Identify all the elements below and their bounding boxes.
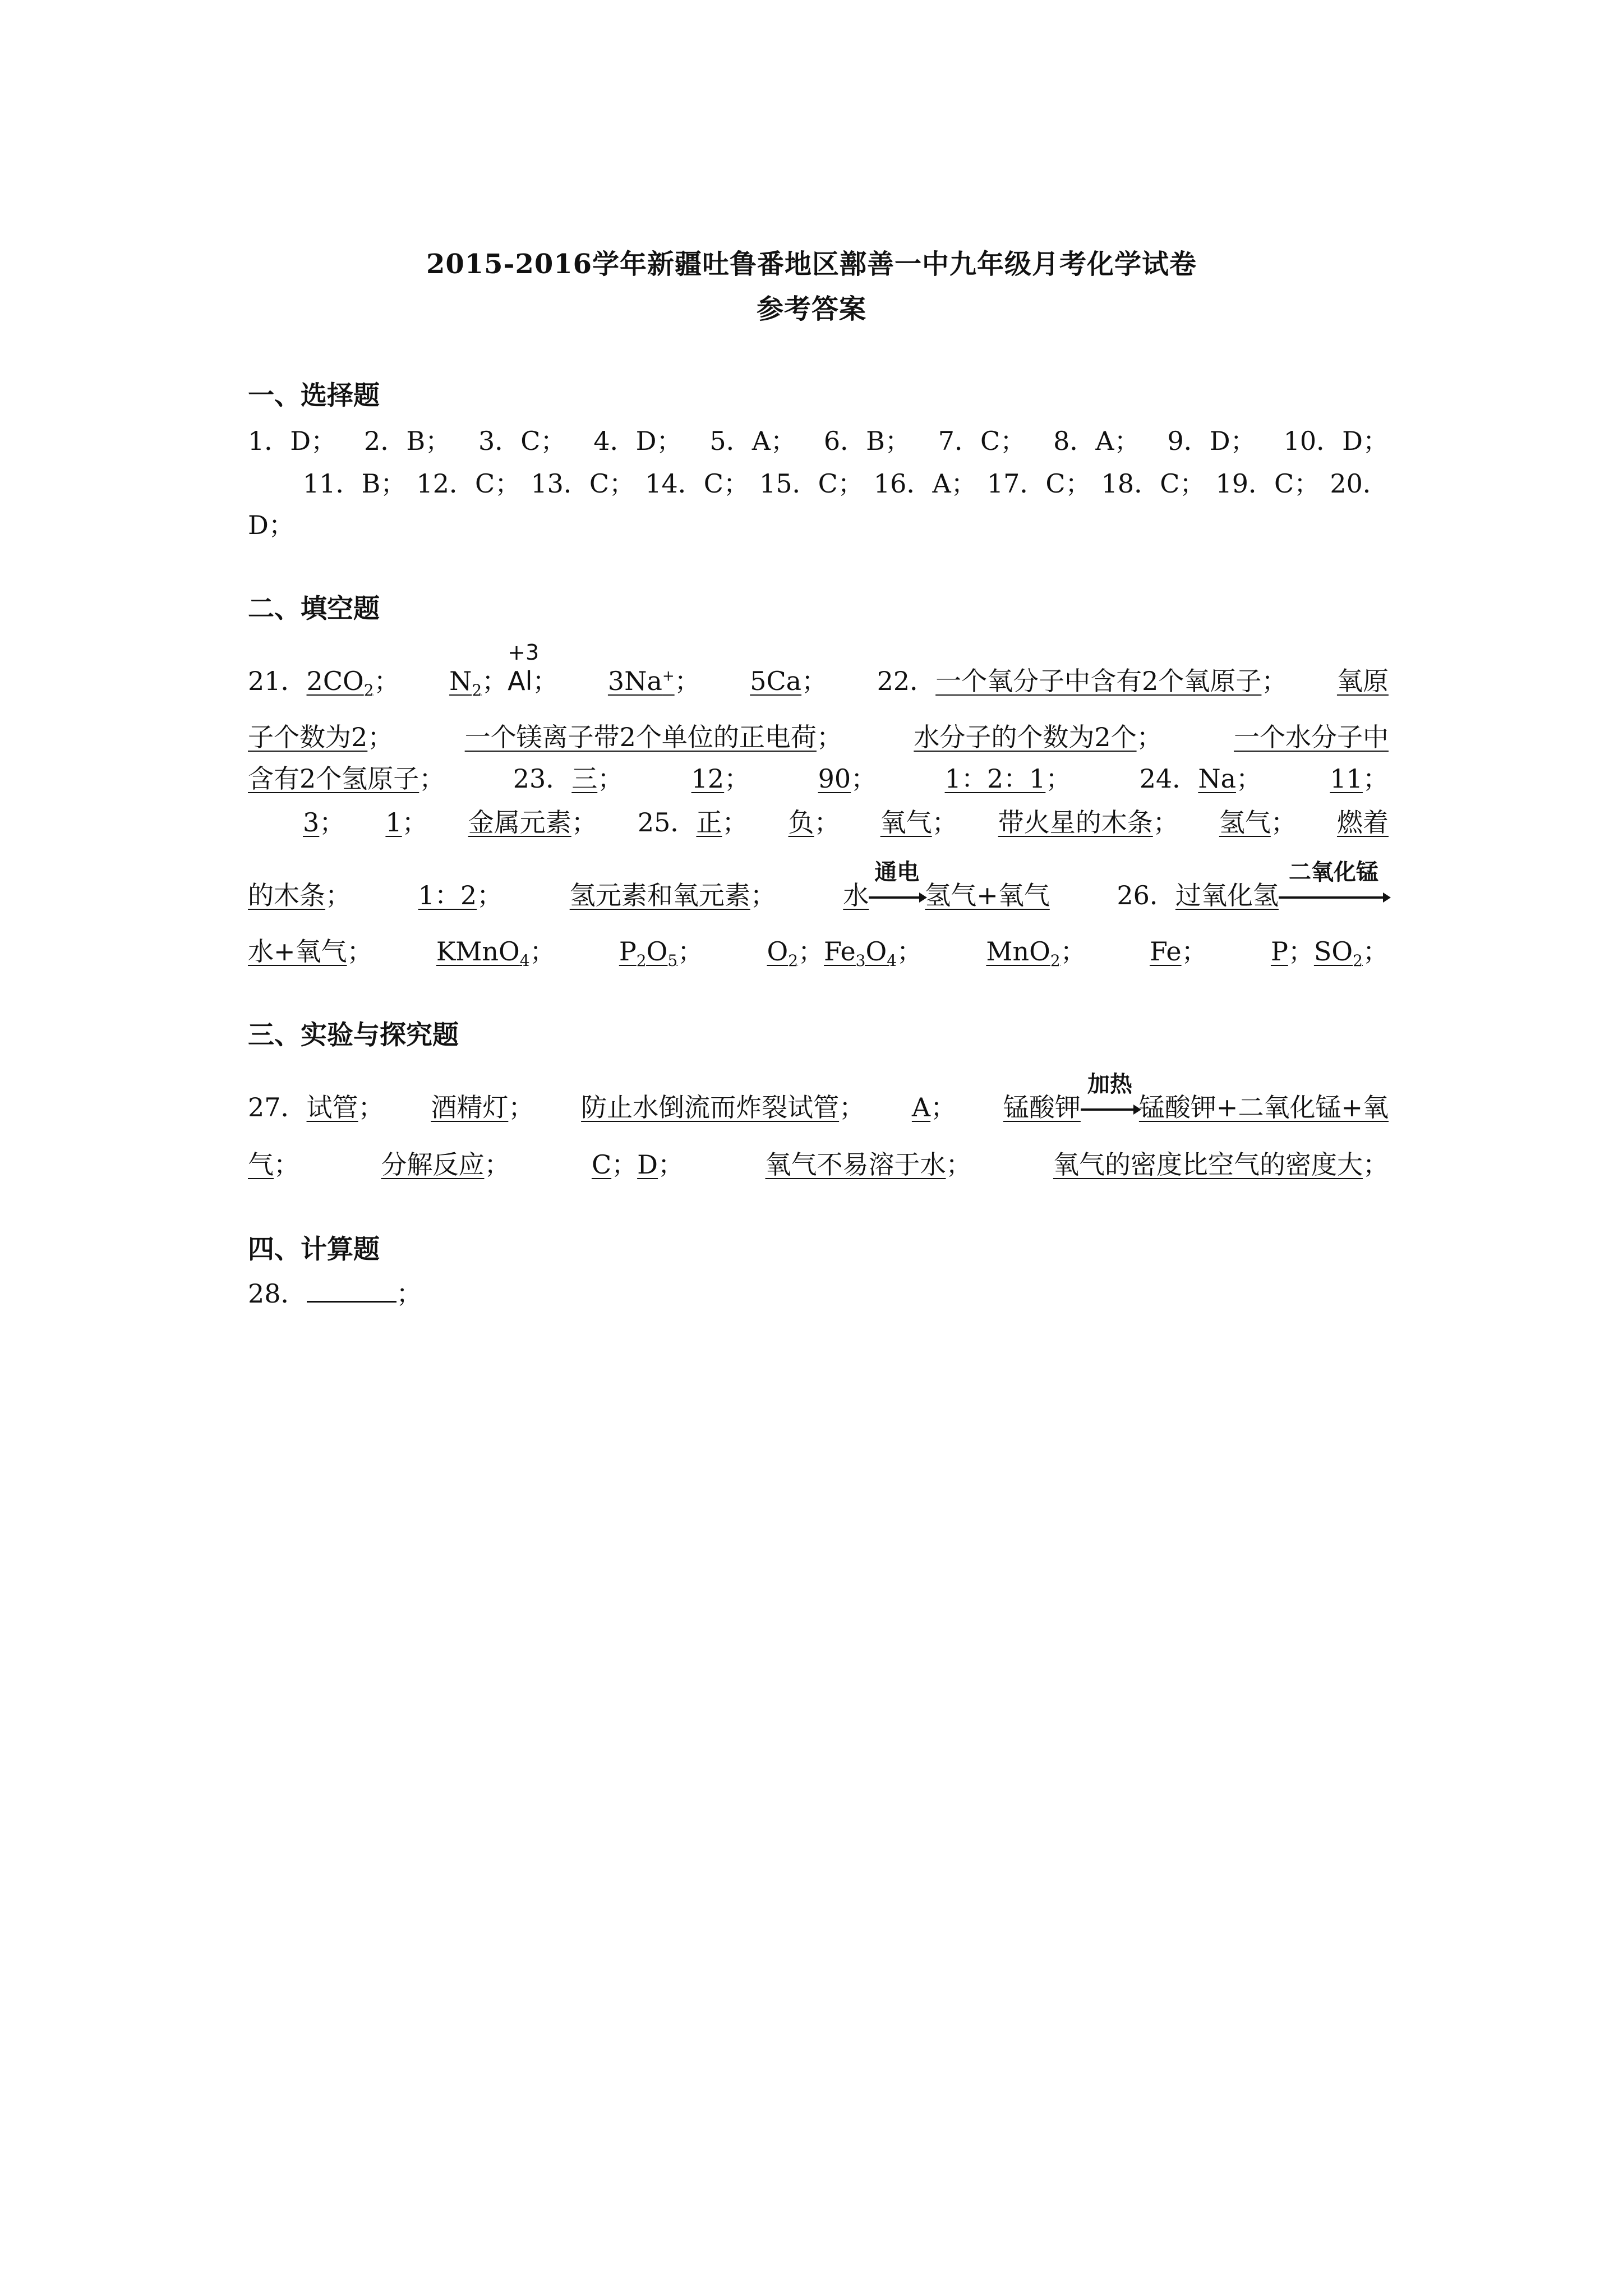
answer-5ca: 5Ca xyxy=(750,666,802,696)
choice-row-3 xyxy=(248,505,1389,542)
answer-text: 氢元素和氧元素 xyxy=(569,880,750,910)
answer-text: 1：2：1 xyxy=(944,763,1046,794)
answer-text: 11 xyxy=(1330,763,1363,794)
choice-answer: 11．B； xyxy=(303,468,407,499)
choice-answer: 19．C； xyxy=(1215,468,1320,499)
answer-text: 酒精灯 xyxy=(431,1092,509,1122)
answer-mno2: MnO$_2$ xyxy=(986,936,1061,970)
reaction-arrow-icon xyxy=(1081,1108,1139,1111)
answer-text: 氧气不易溶于水 xyxy=(765,1149,946,1180)
answer-text: 一个镁离子带2个单位的正电荷 xyxy=(464,722,817,752)
answer-text: 氧原 xyxy=(1336,666,1389,696)
answer-text: Na xyxy=(1198,763,1236,794)
choice-answer: 5．A； xyxy=(709,426,796,456)
choice-answer: 7．C； xyxy=(938,426,1026,456)
answer-text: D xyxy=(637,1149,658,1180)
answer-kmno4: KMnO$_4$ xyxy=(436,936,530,970)
question-number: 26． xyxy=(1117,880,1175,910)
question-number: 25． xyxy=(637,807,697,838)
answer-text: 分解反应 xyxy=(381,1149,485,1180)
answer-text: 带火星的木条 xyxy=(998,807,1153,838)
choice-row-1 xyxy=(248,421,1389,458)
fill-line-3: 含有2个氢原子； 23．三； 12； 90； 1：2：1； 24．Na； 11； xyxy=(248,763,1389,794)
answer-text: 1 xyxy=(385,807,402,838)
fill-line-2: 子个数为2； 一个镁离子带2个单位的正电荷； 水分子的个数为2个； 一个水分子中 xyxy=(248,717,1389,754)
answer-o2: $O_2$ xyxy=(767,936,799,970)
question-number: 23． xyxy=(513,763,572,794)
reaction-permanganate: 锰酸钾 加热 锰酸钾+二氧化锰+氧 xyxy=(1003,1087,1389,1124)
answer-text: 负 xyxy=(788,807,814,838)
choice-answer: 8．A； xyxy=(1053,426,1140,456)
answer-text: 三 xyxy=(571,763,598,794)
choice-answer: 14．C； xyxy=(645,468,749,499)
reaction-condition-label: 加热 xyxy=(1087,1071,1132,1097)
choice-answer: 15．C； xyxy=(759,468,864,499)
question-number: 28． xyxy=(248,1278,307,1309)
answer-text: 氧气的密度比空气的密度大 xyxy=(1053,1149,1363,1180)
choice-answer: 17．C； xyxy=(986,468,1091,499)
answer-fe3o4: $Fe_3O_4$ xyxy=(824,936,897,970)
choice-answer: 16．A； xyxy=(873,468,977,499)
choice-answer: 1．D； xyxy=(248,426,337,456)
answer-text: 金属元素 xyxy=(468,807,571,838)
answer-fe: Fe xyxy=(1149,936,1182,967)
answer-text: 正 xyxy=(696,807,722,838)
choice-answer: 6．B； xyxy=(823,426,911,456)
experiment-line-1: 27．试管； 酒精灯； 防止水倒流而炸裂试管； A； 锰酸钾 加热 锰酸钾+二氧化锰+氧 xyxy=(248,1087,1389,1124)
answer-text: 气 xyxy=(248,1149,274,1180)
answer-2co2: $2CO_2$ xyxy=(306,666,374,700)
document-subtitle: 参考答案 xyxy=(756,293,866,325)
choice-answer: D； xyxy=(248,510,294,540)
answer-text: 3 xyxy=(303,807,320,838)
choice-answer: 9．D； xyxy=(1167,426,1256,456)
answer-text: 水分子的个数为2个 xyxy=(914,722,1137,752)
question-number: 27． xyxy=(248,1092,307,1122)
fill-line-4: 3； 1； 金属元素； 25．正； 负； 氧气； 带火星的木条； 氢气； 燃着 xyxy=(303,802,1389,839)
calc-line-1: 28． ； xyxy=(248,1278,422,1309)
answer-text: 试管 xyxy=(306,1092,358,1122)
answer-p: P xyxy=(1270,936,1288,967)
answer-text: 90 xyxy=(818,763,851,794)
reaction-arrow-icon xyxy=(869,896,925,899)
reaction-arrow-icon xyxy=(1279,896,1389,899)
answer-text: 的木条 xyxy=(248,880,325,910)
answer-3na: 3Na+ xyxy=(607,666,675,696)
answer-text: 燃着 xyxy=(1336,807,1389,838)
answer-text: 氢气 xyxy=(1219,807,1271,838)
choice-answer: 2．B； xyxy=(364,426,451,456)
document-title: 2015-2016学年新疆吐鲁番地区鄯善一中九年级月考化学试卷 xyxy=(426,249,1197,280)
choice-answer: 13．C； xyxy=(531,468,635,499)
answer-text: C xyxy=(591,1149,612,1180)
section-heading-experiment: 三、实验与探究题 xyxy=(248,1020,459,1051)
question-number: 21． xyxy=(248,666,307,696)
answer-p2o5: $P_2O_5$ xyxy=(619,936,678,970)
choice-answer: 4．D； xyxy=(593,426,683,456)
answer-text: 氧气 xyxy=(880,807,932,838)
reaction-peroxide-products: 水+氧气 xyxy=(248,936,347,967)
fill-line-1: 21．$2CO_2$； $N_2$； +3 Al； 3Na+； 5Ca； 22．一个氧分子中含有2个氧原子； 氧原 xyxy=(248,640,1389,700)
answer-text: 防止水倒流而炸裂试管 xyxy=(581,1092,840,1122)
choice-row-2 xyxy=(303,463,1389,500)
answer-text: 子个数为2 xyxy=(248,722,368,752)
fill-line-5: 的木条； 1：2； 氢元素和氧元素； 水 通电 氢气+氧气 26．过氧化氢 二氧化锰 xyxy=(248,875,1389,912)
question-number: 22． xyxy=(877,666,936,696)
answer-blank xyxy=(307,1278,396,1303)
reaction-condition-label: 通电 xyxy=(874,859,920,885)
choice-answer: 3．C； xyxy=(478,426,566,456)
answer-n2: $N_2$ xyxy=(449,666,482,700)
section-heading-calc: 四、计算题 xyxy=(248,1234,380,1265)
answer-text: 12 xyxy=(691,763,725,794)
reaction-condition-label: 二氧化锰 xyxy=(1288,859,1378,885)
answer-al-valence: +3 Al xyxy=(508,640,540,696)
answer-text: 一个氧分子中含有2个氧原子 xyxy=(935,666,1262,696)
section-heading-fill: 二、填空题 xyxy=(248,593,380,624)
answer-text: 一个水分子中 xyxy=(1233,722,1389,752)
choice-answer: 12．C； xyxy=(416,468,521,499)
answer-text: 含有2个氢原子 xyxy=(248,763,419,794)
question-number: 24． xyxy=(1139,763,1198,794)
choice-answer: 10．D； xyxy=(1283,426,1389,456)
answer-text: A xyxy=(911,1092,931,1122)
experiment-line-2: 气； 分解反应； C；D； 氧气不易溶于水； 氧气的密度比空气的密度大； xyxy=(248,1149,1389,1180)
reaction-electrolysis: 水 通电 氢气+氧气 xyxy=(843,875,1050,912)
answer-so2: $SO_2$ xyxy=(1313,936,1363,970)
choice-answer: 20． xyxy=(1330,468,1389,499)
section-heading-choice: 一、选择题 xyxy=(248,380,380,411)
fill-line-6: 水+氧气； KMnO$_4$； $P_2O_5$； $O_2$；$Fe_3O_4$； MnO$_2$； Fe； P；$SO_2$； xyxy=(248,936,1389,970)
reaction-peroxide: 过氧化氢 二氧化锰 xyxy=(1175,880,1389,910)
choice-answer: 18．C； xyxy=(1101,468,1206,499)
answer-text: 1：2 xyxy=(418,880,477,910)
